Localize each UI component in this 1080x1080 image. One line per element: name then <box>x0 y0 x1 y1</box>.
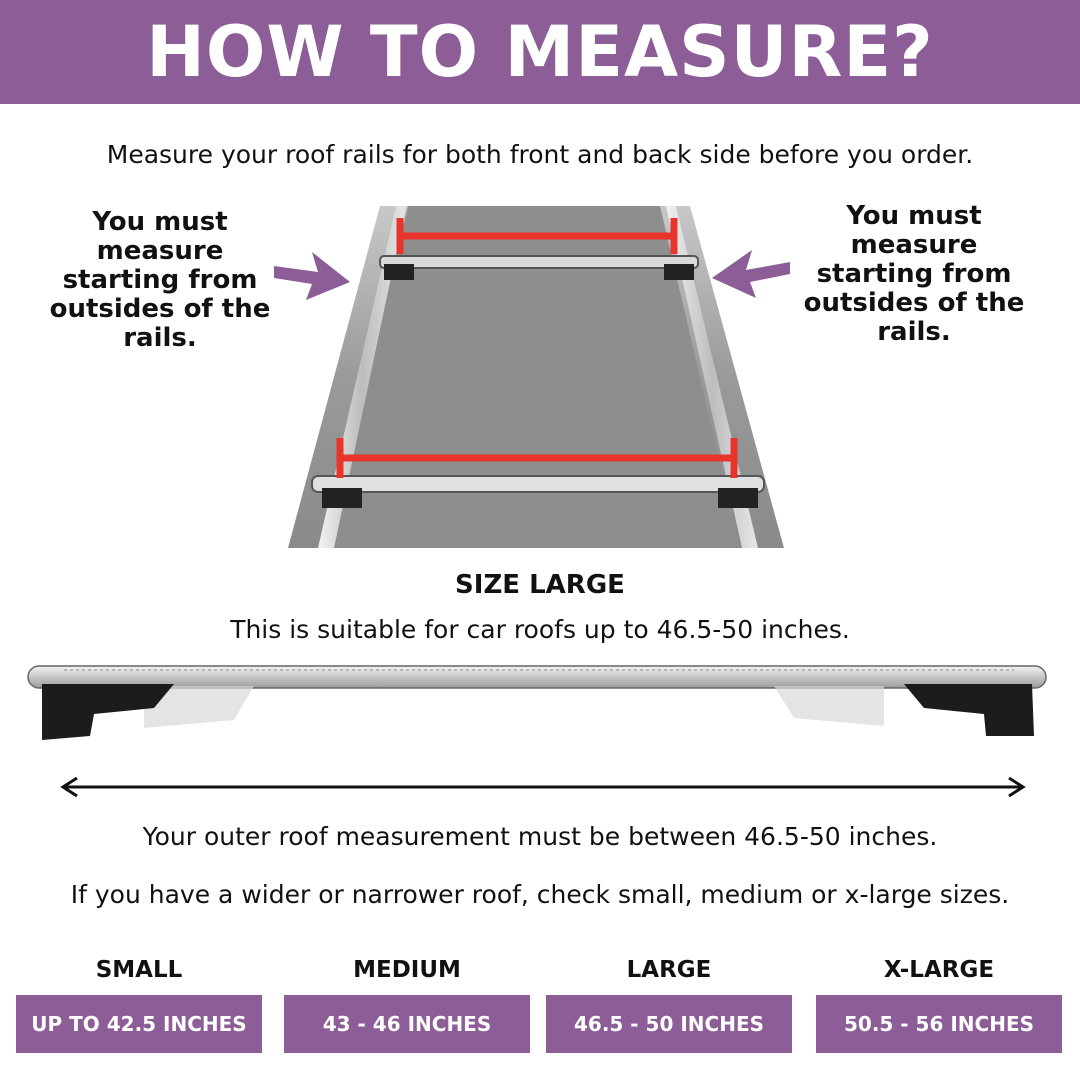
size-range: UP TO 42.5 INCHES <box>16 995 262 1053</box>
size-option-medium[interactable] <box>284 955 530 1053</box>
size-description: This is suitable for car roofs up to 46.5-50 inches. <box>230 615 850 644</box>
size-option-x-large[interactable] <box>816 955 1062 1053</box>
right-measure-note: You must measure starting from outsides of the rails. <box>803 201 1025 347</box>
other-sizes-note: If you have a wider or narrower roof, check small, medium or x-large sizes. <box>70 880 1010 909</box>
intro-text: Measure your roof rails for both front and back side before you order. <box>106 140 974 169</box>
size-label: X-LARGE <box>883 957 995 983</box>
size-title: SIZE LARGE <box>455 570 625 600</box>
size-option-small[interactable] <box>16 955 262 1053</box>
measurement-requirement: Your outer roof measurement must be between 46.5-50 inches. <box>142 822 938 851</box>
crossbar-photo <box>24 660 1056 750</box>
size-option-large[interactable] <box>546 955 792 1053</box>
size-label: SMALL <box>95 957 183 983</box>
size-range: 43 - 46 INCHES <box>284 995 530 1053</box>
double-arrow-icon <box>55 772 1031 802</box>
size-label: MEDIUM <box>353 957 461 983</box>
size-label: LARGE <box>626 957 712 983</box>
left-measure-note: You must measure starting from outsides of the rails. <box>49 207 271 353</box>
page-title: HOW TO MEASURE? <box>146 11 934 93</box>
size-range: 46.5 - 50 INCHES <box>546 995 792 1053</box>
roof-rack-photo <box>288 206 784 548</box>
size-range: 50.5 - 56 INCHES <box>816 995 1062 1053</box>
header-banner <box>0 0 1080 104</box>
